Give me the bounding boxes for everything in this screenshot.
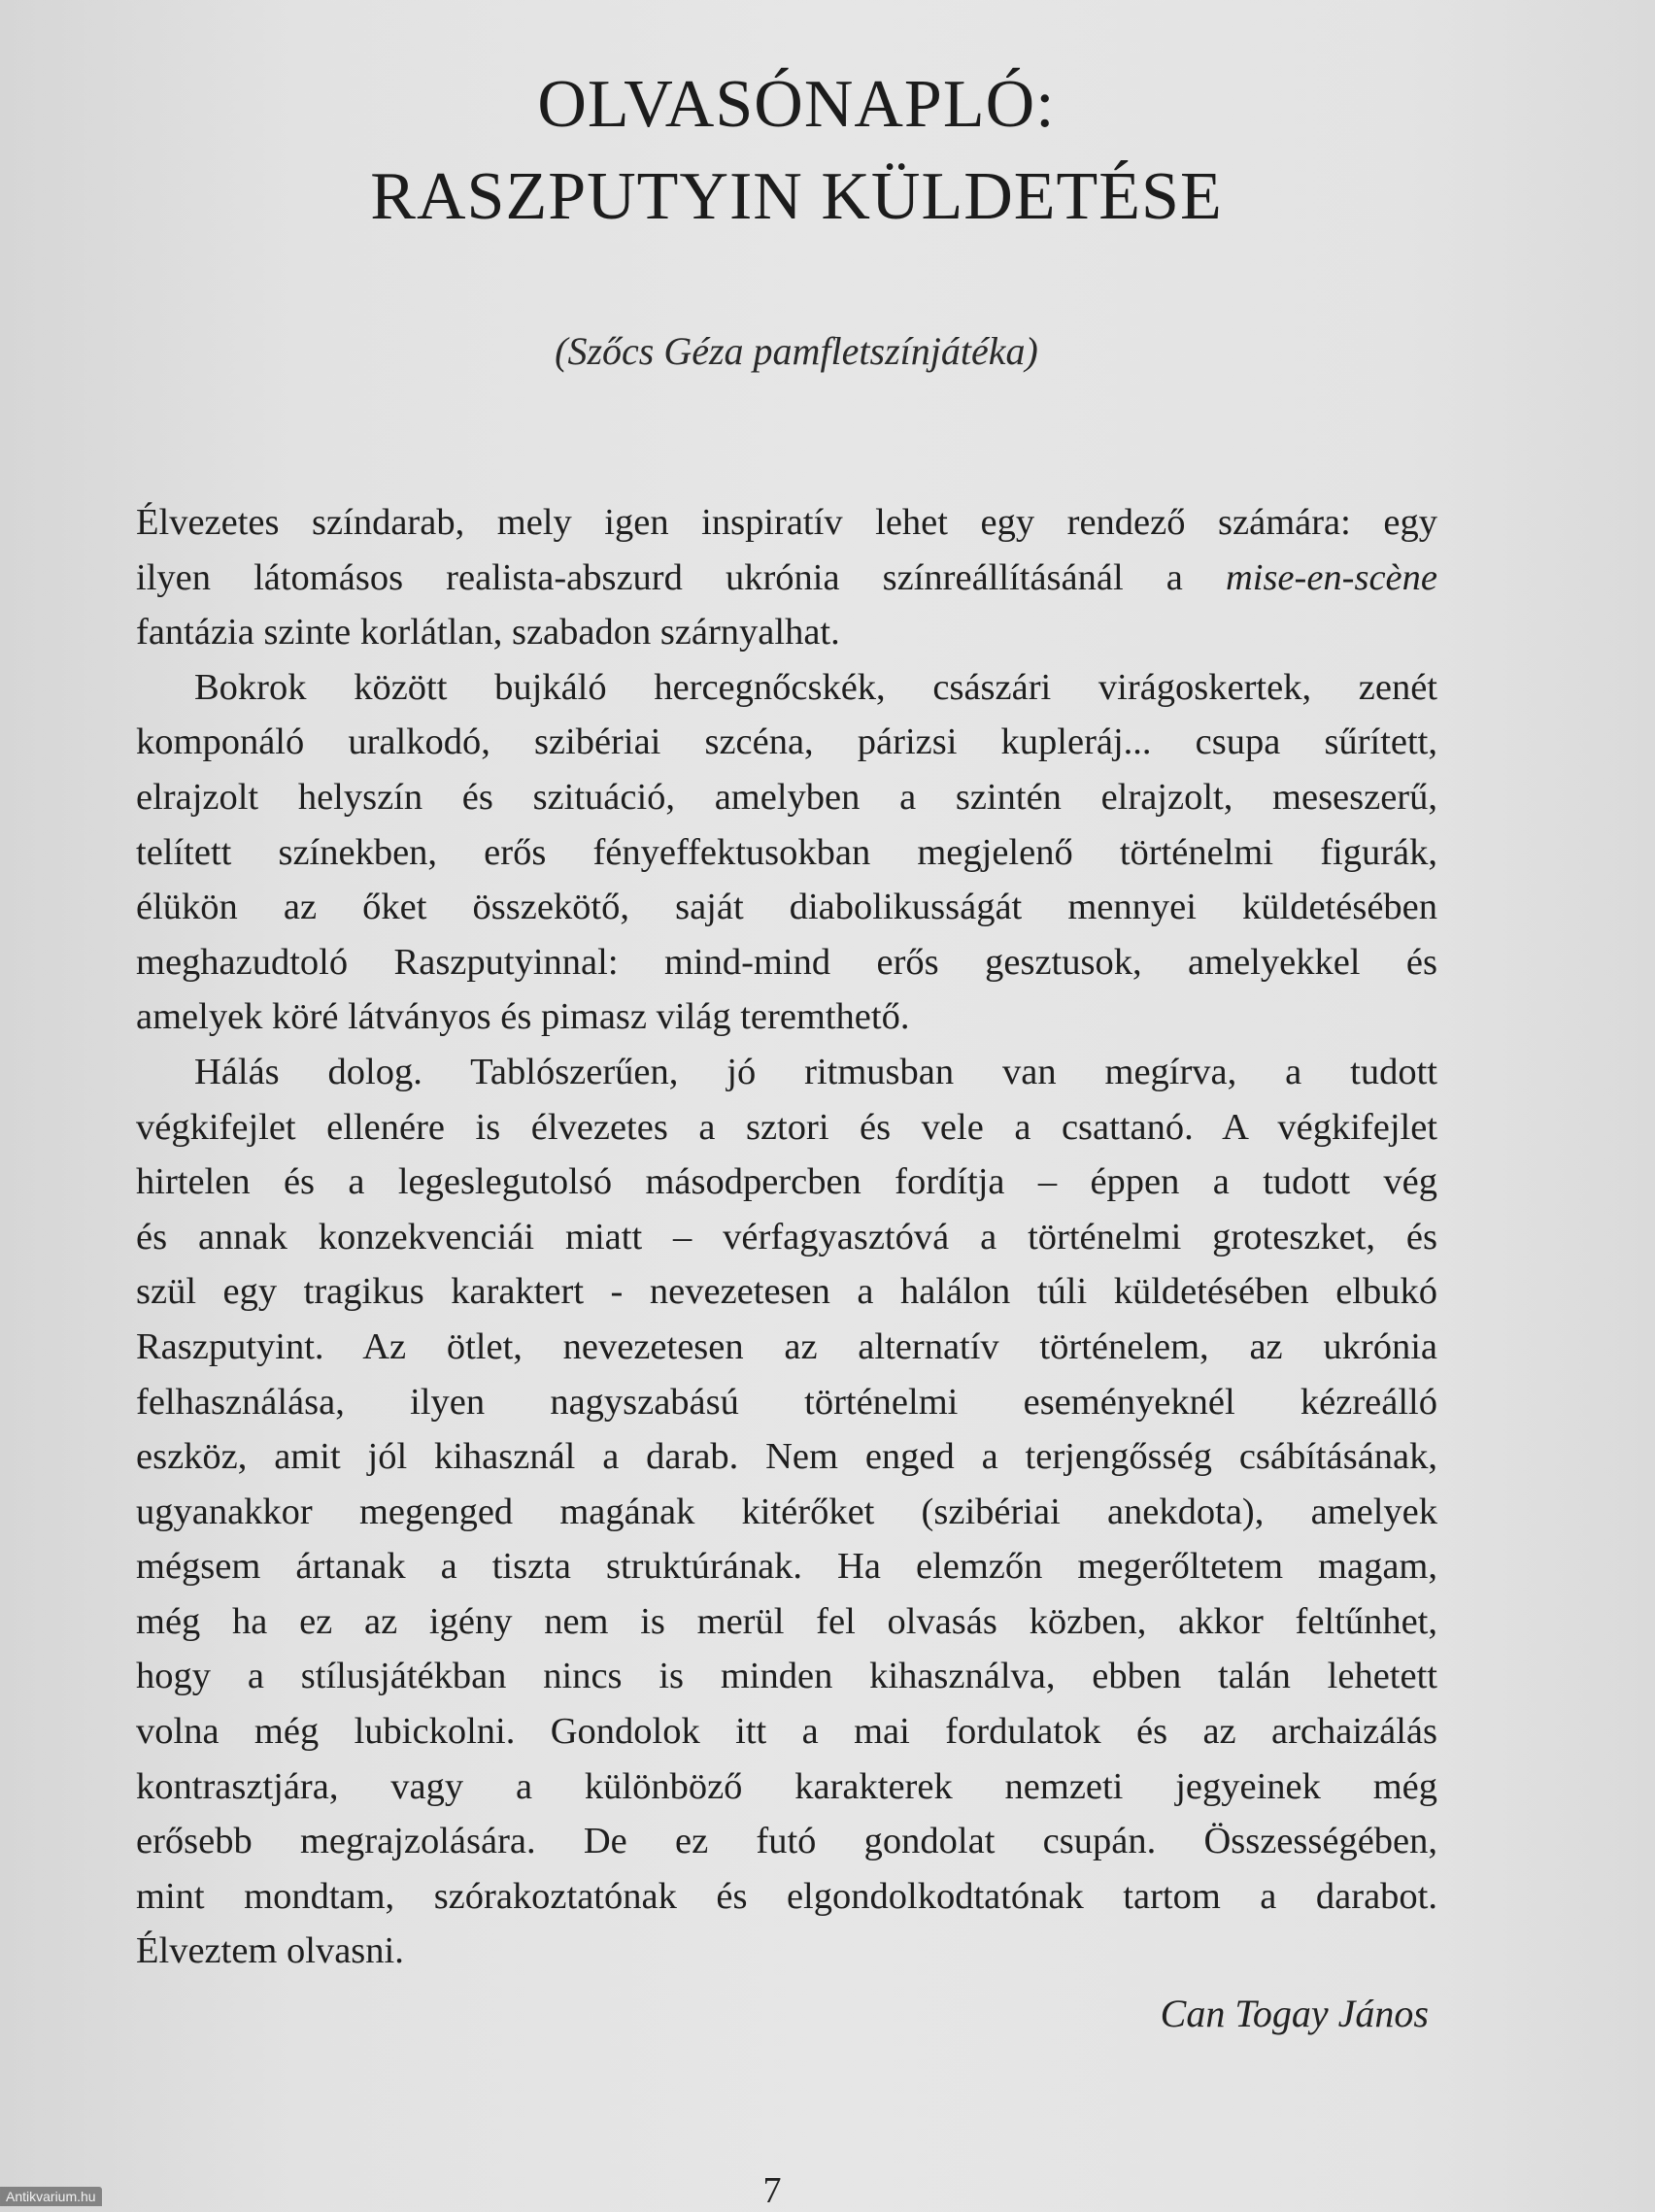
text-line: amelyek köré látványos és pimasz világ teremthető. [136,996,910,1038]
text-line: komponáló uralkodó, szibériai szcéna, párizsi kupleráj... csupa sűrített, [136,721,1437,763]
text-line: erősebb megrajzolására. De ez futó gondolat csupán. Összességében, [136,1821,1437,1862]
text-line: Élvezetes színdarab, mely igen inspiratív lehet egy rendező számára: egy [136,502,1437,543]
text-line: még ha ez az igény nem is merül fel olvasás közben, akkor feltűnhet, [136,1600,1437,1642]
text-line: kontrasztjára, vagy a különböző karakterek nemzeti jegyeinek még [136,1765,1437,1807]
text-line: mint mondtam, szórakoztatónak és elgondolkodtatónak tartom a darabot. [136,1875,1437,1917]
text-line: telített színekben, erős fényeffektusokban megjelenő történelmi figurák, [136,831,1437,873]
watermark: Antikvarium.hu [0,2187,102,2206]
text-line: mégsem ártanak a tiszta struktúrának. Ha elemzőn megerőltetem magam, [136,1546,1437,1588]
text-line: volna még lubickolni. Gondolok itt a mai fordulatok és az archaizálás [136,1711,1437,1753]
paragraph-1 [136,495,1437,660]
text-line: élükön az őket összekötő, saját diabolikusságát mennyei küldetésében [136,887,1437,928]
text-line: Hálás dolog. Tablószerűen, jó ritmusban van megírva, a tudott [194,1051,1437,1092]
italic-phrase: mise-en-scène [1225,556,1437,598]
text-line: felhasználása, ilyen nagyszabású történelmi eseményeknél kézreálló [136,1381,1437,1423]
page-number: 7 [762,2170,782,2211]
text-line [136,551,1437,606]
paragraph-3 [136,1045,1437,1979]
text-line: végkifejlet ellenére is élvezetes a sztori és vele a csattanó. A végkifejlet [136,1106,1437,1148]
text-fragment: ilyen látomásos realista-abszurd ukrónia színreállításánál a [136,556,1226,598]
text-line: ugyanakkor megenged magának kitérőket (szibériai anekdota), amelyek [136,1491,1437,1532]
text-line: fantázia szinte korlátlan, szabadon szárnyalhat. [136,612,840,654]
author-signature: Can Togay János [1160,1992,1429,2035]
article-body [136,495,1437,1979]
text-line: és annak konzekvenciái miatt – vérfagyasztóvá a történelmi groteszket, és [136,1216,1437,1257]
text-line: meghazudtoló Raszputyinnal: mind-mind erős gesztusok, amelyekkel és [136,941,1437,983]
page-title-line-1: OLVASÓNAPLÓ: [537,67,1056,142]
text-line: hogy a stílusjátékban nincs is minden kihasználva, ebben talán lehetett [136,1656,1437,1697]
page-title-line-2: RASZPUTYIN KÜLDETÉSE [370,159,1223,234]
text-line: hirtelen és a legeslegutolsó másodpercben fordítja – éppen a tudott vég [136,1161,1437,1203]
text-line: elrajzolt helyszín és szituáció, amelyben a szintén elrajzolt, meseszerű, [136,776,1437,818]
text-line: Élveztem olvasni. [136,1930,404,1972]
text-line: Bokrok között bujkáló hercegnőcskék, császári virágoskertek, zenét [194,666,1437,708]
subtitle: (Szőcs Géza pamfletszínjátéka) [555,329,1038,373]
text-line: szül egy tragikus karaktert - nevezetesen a halálon túli küldetésében elbukó [136,1271,1437,1313]
text-line: eszköz, amit jól kihasznál a darab. Nem enged a terjengősség csábításának, [136,1436,1437,1478]
text-line: Raszputyint. Az ötlet, nevezetesen az alternatív történelem, az ukrónia [136,1325,1437,1367]
paragraph-2 [136,660,1437,1045]
